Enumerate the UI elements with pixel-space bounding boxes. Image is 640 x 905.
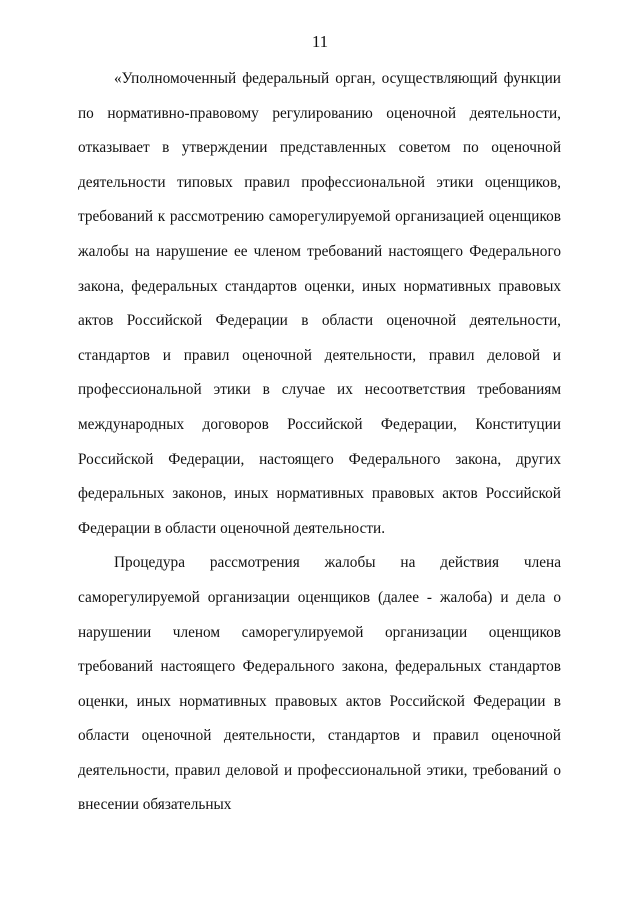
paragraph-2: Процедура рассмотрения жалобы на действия члена саморегулируемой организации оценщиков (далее - жалоба) и дела о нарушении членом саморегулируемой организации оценщиков требований настоящего Федерального закона, федеральных стандартов оценки, иных нормативных правовых актов Российской Федерации в области оценочной деятельности, стандартов и правил оценочной деятельности, правил деловой и профессиональной этики, требований о внесении обязательных [78, 554, 561, 814]
page-number: 11 [311, 32, 329, 51]
paragraph-1: «Уполномоченный федеральный орган, осуществляющий функции по нормативно-правовому регулированию оценочной деятельности, отказывает в утверждении представленных советом по оценочной деятельности типовых правил профессиональной этики оценщиков, требований к рассмотрению саморегулируемой организацией оценщиков жалобы на нарушение ее членом требований настоящего Федерального закона, федеральных стандартов оценки, иных нормативных правовых актов Российской Федерации в области оценочной деятельности, стандартов и правил оценочной деятельности, правил деловой и профессиональной этики в случае их несоответствия требованиям международных договоров Российской Федерации, Конституции Российской Федерации, настоящего Федерального закона, других федеральных законов, иных нормативных правовых актов Российской Федерации в области оценочной деятельности. [78, 70, 561, 537]
document-body [78, 62, 561, 814]
